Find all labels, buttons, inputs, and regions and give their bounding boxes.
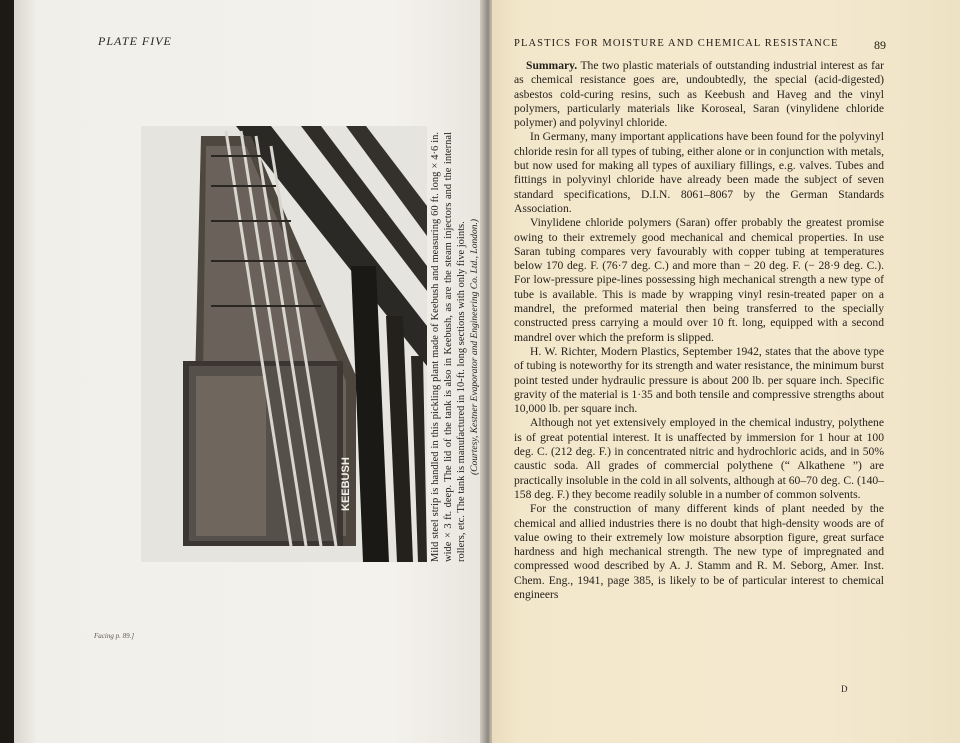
paragraph-text: The two plastic materials of outstanding industrial interest as far as chemical resistance goes are, undoubtedly, the special (acid-digested) asbestos cold-curing resins, such as Keebush and Haveg and the vinyl polymers, particularly materials like Koroseal, Saran (vinylidene chloride polymer) and polyvinyl chloride. — [514, 59, 884, 130]
signature-mark: D — [841, 684, 848, 694]
paragraph: In Germany, many important applications have been found for the polyvinyl chloride resin for all types of tubing, either alone or in conjunction with metals, but now used for making all types of auxiliary fillings, e.g. valves. Tubes and fittings in polyvinyl chloride have already been made the subject of seven standard specifications, D.I.N. 8061–8067 by the German Standards Association. — [514, 130, 884, 215]
tank-label-text: KEEBUSH — [340, 457, 352, 511]
paragraph: Although not yet extensively employed in the chemical industry, polythene is of great potential interest. It is unaffected by immersion for 1 hour at 100 deg. C. (212 deg. F.) in concentrated nitric and hydrochloric acids, and in 50% caustic soda. All grades of commercial polythene (“ Alkathene ”) are practically insoluble in the cold in all solvents, although at 60–70 deg. C. (140–158 deg. F.) they become readily soluble in a number of common solvents. — [514, 416, 884, 501]
paragraph: For the construction of many different kinds of plant needed by the chemical and allied industries there is no doubt that high-density woods are of value owing to their extremely low moisture absorption figure, great surface hardness and high mechanical strength. The new type of impregnated and compressed wood described by A. J. Stamm and R. M. Seborg, Amer. Inst. Chem. Eng., 1941, page 385, is likely to be of particular interest to chemical engineers — [514, 502, 884, 601]
facing-page-note: Facing p. 89.] — [94, 632, 135, 640]
page-number: 89 — [874, 38, 886, 52]
summary-heading: Summary. — [526, 59, 578, 72]
running-head-title: PLASTICS FOR MOISTURE AND CHEMICAL RESISTANCE — [514, 38, 839, 49]
tank-photo-illustration — [141, 126, 427, 562]
paragraph: Vinylidene chloride polymers (Saran) offer probably the greatest promise owing to their extremely good mechanical and chemical properties. In use Saran tubing compares very favourably with copper tubing at temperatures below 170 deg. F. (76·7 deg. C.) and more than − 20 deg. F. (− 28·9 deg. C.). For low-pressure pipe-lines possessing high mechanical strength a new type of tube is available. This is made by wrapping vinyl resin-treated paper on a mandrel, the preformed material then being transferred to the specially constructed press carrying a mould over 10 ft. long, equipped with a second mandrel over which the preform is slipped. — [514, 216, 884, 344]
plate-label: PLATE FIVE — [98, 34, 172, 48]
body-text — [514, 59, 884, 602]
caption-credit: (Courtesy, Kestner Evaporator and Engineering Co. Ltd., London.) — [470, 219, 480, 475]
caption-text: Mild steel strip is handled in this pickling plant made of Keebush and measuring 60 ft. long × 4·6 in. wide × 3 ft. deep. The lid of the tank is also in Keebush, as are the steam injectors and the internal rollers, etc. The tank is manufactured in 10-ft. long sections with only five joints. — [430, 132, 467, 562]
left-page-plate — [14, 0, 486, 743]
paragraph — [514, 59, 884, 130]
running-head — [514, 38, 886, 53]
paragraph: H. W. Richter, Modern Plastics, September 1942, states that the above type of tubing is noteworthy for its strength and water resistance, the minimum burst point tested under hydraulic pressure is about 200 lb. per square inch. Specific gravity of the material is 1·35 and both tensile and compressive strengths about 10,000 lb. per square inch. — [514, 344, 884, 416]
tank-photo — [141, 126, 427, 562]
right-page-text — [492, 0, 960, 743]
